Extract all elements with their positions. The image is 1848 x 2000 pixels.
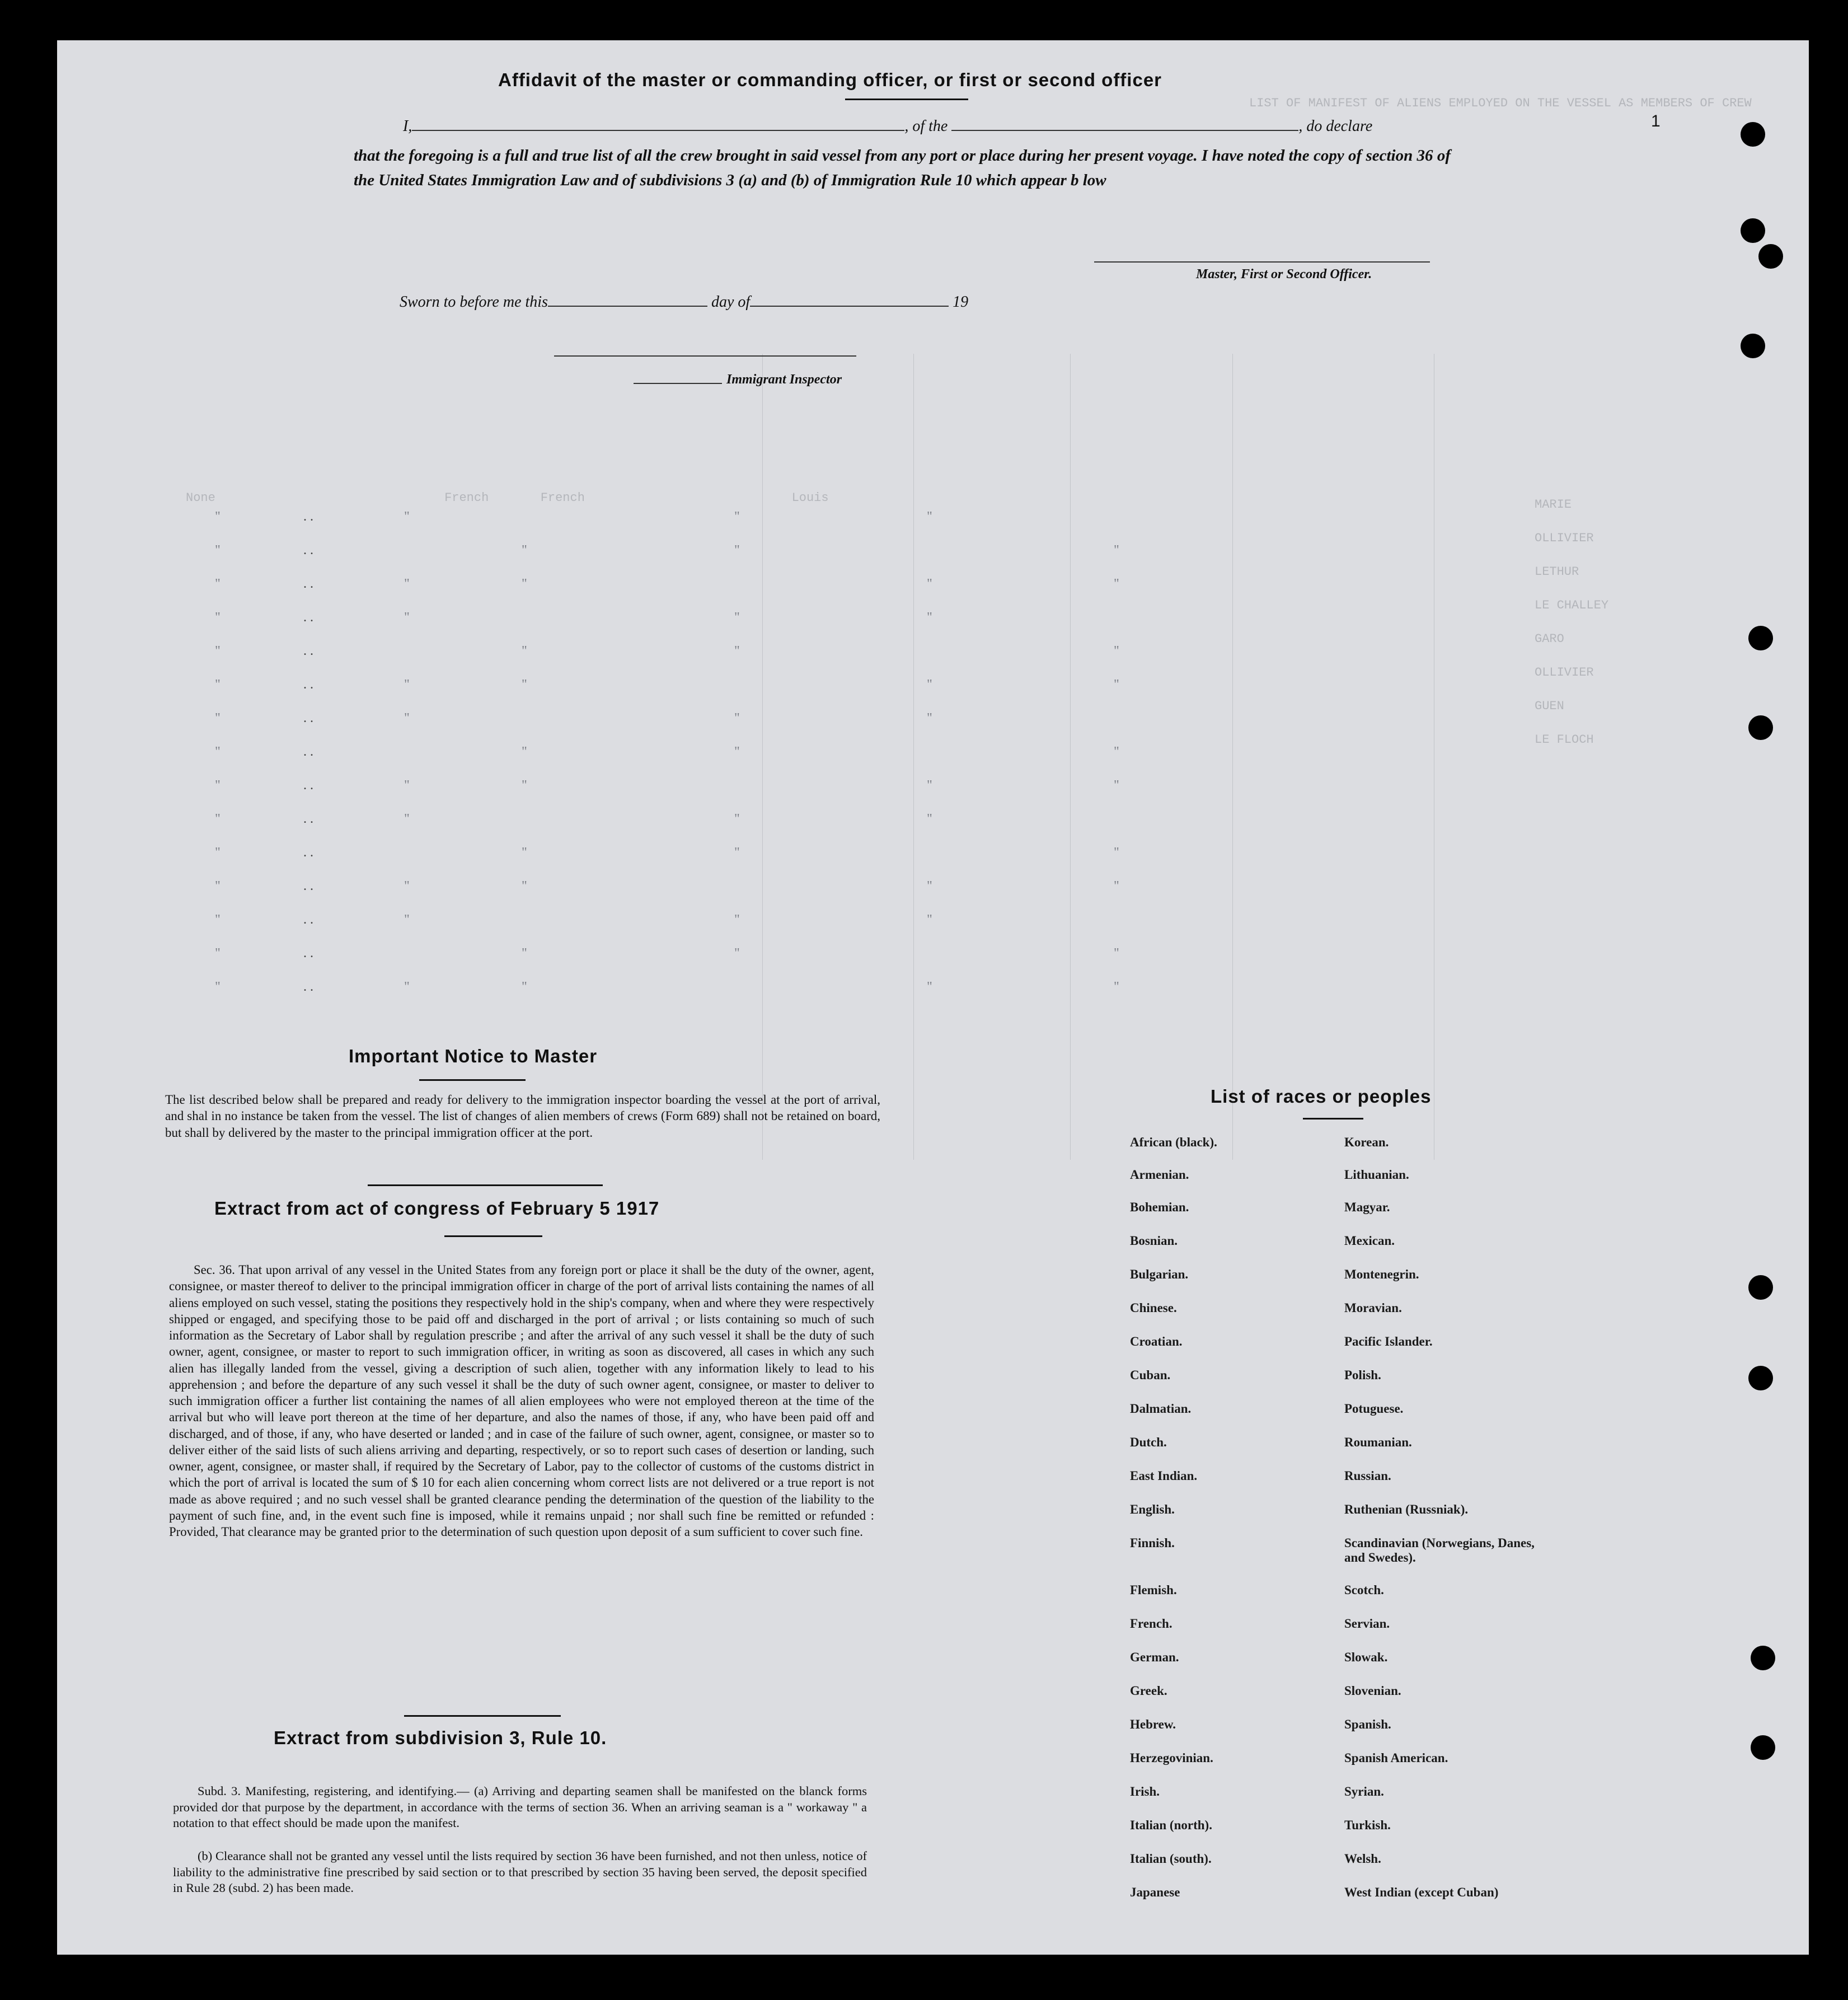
ditto-mark: " (404, 778, 410, 793)
dot-mark: . . (303, 644, 313, 658)
title-underline (845, 99, 968, 100)
affidavit-title: Affidavit of the master or commanding officer, or first or second officer (498, 69, 1162, 90)
ditto-mark: " (522, 946, 527, 961)
ditto-mark: " (215, 845, 221, 860)
inspector-field[interactable] (634, 383, 722, 384)
race-item: French. (1130, 1617, 1172, 1631)
ditto-mark: " (215, 946, 221, 961)
sworn-label: Sworn to before me this (400, 293, 548, 311)
race-item: English. (1130, 1502, 1175, 1516)
ditto-mark: " (1114, 577, 1119, 591)
ditto-mark: " (522, 879, 527, 893)
ditto-mark: " (404, 711, 410, 725)
ditto-mark: " (215, 812, 221, 826)
ditto-mark: " (734, 543, 740, 558)
ditto-mark: " (927, 912, 932, 927)
race-item: Spanish. (1344, 1717, 1391, 1731)
dot-mark: . . (303, 946, 313, 961)
ditto-mark: " (734, 946, 740, 961)
ditto-mark: " (1114, 845, 1119, 860)
race-item: Turkish. (1344, 1818, 1391, 1832)
race-item: Scotch. (1344, 1583, 1384, 1597)
binder-hole (1748, 1366, 1773, 1390)
ditto-mark: " (734, 812, 740, 826)
race-item: Japanese (1130, 1885, 1180, 1899)
vessel-field[interactable] (951, 120, 1298, 131)
show-through-text: None French French Louis (186, 491, 829, 505)
binder-hole (1741, 122, 1765, 147)
day-of-label: day of (711, 293, 751, 311)
ditto-mark: " (1114, 778, 1119, 793)
ditto-mark: " (1114, 644, 1119, 658)
ditto-mark: " (734, 644, 740, 658)
ditto-mark: " (734, 509, 740, 524)
ditto-mark: " (404, 879, 410, 893)
dot-mark: . . (303, 980, 313, 994)
race-item: Hebrew. (1130, 1717, 1176, 1731)
ditto-mark: " (927, 778, 932, 793)
race-item: Korean. (1344, 1135, 1389, 1149)
dot-mark: . . (303, 812, 313, 826)
race-item: German. (1130, 1650, 1179, 1664)
ditto-mark: " (522, 677, 527, 692)
ditto-mark: " (1114, 744, 1119, 759)
ditto-mark: " (215, 912, 221, 927)
ditto-mark: " (404, 677, 410, 692)
ditto-mark: " (927, 980, 932, 994)
race-item: Pacific Islander. (1344, 1334, 1433, 1348)
show-through-line (913, 354, 914, 1160)
race-item: Montenegrin. (1344, 1267, 1419, 1281)
ditto-mark: " (522, 778, 527, 793)
dot-mark: . . (303, 744, 313, 759)
dot-mark: . . (303, 845, 313, 860)
race-item: Bosnian. (1130, 1234, 1178, 1248)
dot-mark: . . (303, 509, 313, 524)
ditto-mark: " (734, 610, 740, 625)
ditto-mark: " (215, 610, 221, 625)
name-field[interactable] (412, 120, 904, 131)
day-field[interactable] (548, 296, 707, 307)
race-item: West Indian (except Cuban) (1344, 1885, 1499, 1899)
ditto-mark: " (522, 845, 527, 860)
ditto-mark: " (522, 744, 527, 759)
ditto-mark: " (522, 980, 527, 994)
binder-hole (1751, 1735, 1775, 1760)
race-item: Polish. (1344, 1368, 1381, 1382)
dot-mark: . . (303, 677, 313, 692)
race-item: Slovenian. (1344, 1684, 1401, 1698)
ditto-mark: " (215, 744, 221, 759)
race-item: Magyar. (1344, 1200, 1390, 1214)
ditto-mark: " (215, 711, 221, 725)
act-underline (444, 1235, 542, 1237)
show-through-line (1232, 354, 1233, 1160)
ditto-mark: " (1114, 677, 1119, 692)
ditto-mark: " (734, 845, 740, 860)
race-item: Spanish American. (1344, 1751, 1448, 1765)
ditto-mark: " (404, 980, 410, 994)
do-declare-label: , do declare (1298, 118, 1373, 135)
race-item: African (black). (1130, 1135, 1217, 1149)
ditto-mark: " (927, 610, 932, 625)
race-item: Lithuanian. (1344, 1168, 1409, 1182)
notice-body: The list described below shall be prepared and ready for delivery to the immigration inspector boarding the vessel at the port of arrival, and shal in no instance be taken from the vessel. The list of changes of alien members of crews (Form 689) shall not be retained on board, but shall by delivered by the master to the principal immigration officer at the port. (165, 1093, 880, 1140)
ditto-mark: " (215, 543, 221, 558)
show-through-text: MARIE OLLIVIER LETHUR LE CHALLEY GARO OLLIVIER GUEN LE FLOCH (1535, 498, 1609, 747)
declaration-line (403, 118, 1372, 135)
race-item: Chinese. (1130, 1301, 1177, 1315)
binder-hole (1741, 334, 1765, 358)
rule-title: Extract from subdivision 3, Rule 10. (274, 1727, 607, 1748)
show-through-line (1070, 354, 1071, 1160)
race-item: East Indian. (1130, 1469, 1198, 1483)
page-mark: 1 (1651, 112, 1661, 130)
rule-para-a: Subd. 3. Manifesting, registering, and identifying.— (a) Arriving and departing seamen shall be manifested on the blanck forms provided dor that purpose by the department, in accordance with the terms of section 36. When an arriving seaman is a " workaway " a notation to that effect should be made upon the manifest. (173, 1784, 867, 1830)
race-item: Italian (north). (1130, 1818, 1212, 1832)
act-body: Sec. 36. That upon arrival of any vessel in the United States from any foreign port or place it shall be the duty of the owner, agent, consignee, or master thereof to deliver to the principal immigration officer in charge of the port of arrival lists containing the names of all aliens employed on such vessel, stating the positions they respectively hold in the ship's company, when and where they were respectively shipped or engaged, and specifying those to be paid off and discharged in the port of arrival ; or lists containing so much of such information as the Secretary of Labor shall by regulation prescribe ; and after the arrival of any such vessel it shall be the duty of such owner, agent, consignee, or master to report to such immigration officer, in writing as soon as discovered, all cases in which any such alien has illegally landed from the vessel, giving a description of such alien, together with any information likely to lead to his apprehension ; and before the departure of any such vessel it shall be the duty of such owner agent, consignee, or master to deliver to such immigration officer a further list containing the names of all alien employees who were not employed thereon at the time of the arrival but who will leave port thereon at the time of her departure, and also the names of those, if any, who have been paid off and discharged, and of those, if any, who have deserted or landed ; and in case of the failure of such owner, agent, consignee, or master so to deliver either of the said lists of such aliens arriving and departing, respectively, or so to report such cases of desertion or landing, such owner, agent, consignee, or master shall, if required by the Secretary of Labor, pay to the collector of customs of the customs district in which the port of arrival is located the sum of $ 10 for each alien concerning whom correct lists are not delivered or a true report is not made as above required ; and no such vessel shall be granted clearance pending the determination of the question of the liability to the payment of such fine, and, in the event such fine is imposed, while it remains unpaid ; nor shall such fine be remitted or refunded : Provided, That clearance may be granted prior to the determination of such question upon deposit of a sum sufficient to cover such fine. (169, 1263, 874, 1539)
race-item: Roumanian. (1344, 1435, 1412, 1449)
dot-mark: . . (303, 912, 313, 927)
inspector-signature-field[interactable] (554, 355, 856, 357)
ditto-mark: " (1114, 543, 1119, 558)
race-item: Cuban. (1130, 1368, 1171, 1382)
race-item: Moravian. (1344, 1301, 1402, 1315)
ditto-mark: " (927, 879, 932, 893)
race-item: Irish. (1130, 1784, 1160, 1798)
dot-mark: . . (303, 879, 313, 893)
ditto-mark: " (404, 509, 410, 524)
ditto-mark: " (404, 610, 410, 625)
ditto-mark: " (1114, 879, 1119, 893)
notice-underline (419, 1079, 526, 1081)
ditto-mark: " (927, 812, 932, 826)
declaration-body: that the foregoing is a full and true list of all the crew brought in said vessel from any port or place during her present voyage. I have noted the copy of section 36 of the United States Immigration Law and of subdivisions 3 (a) and (b) of Immigration Rule 10 which appear b low (354, 147, 1451, 189)
ditto-mark: " (927, 711, 932, 725)
race-item: Mexican. (1344, 1234, 1395, 1248)
ditto-mark: " (927, 577, 932, 591)
race-item: Herzegovinian. (1130, 1751, 1213, 1765)
dot-mark: . . (303, 711, 313, 725)
dot-mark: . . (303, 610, 313, 625)
dot-mark: . . (303, 778, 313, 793)
signature-label: Master, First or Second Officer. (1196, 267, 1372, 282)
ditto-mark: " (404, 812, 410, 826)
race-item: Croatian. (1130, 1334, 1183, 1348)
race-item: Dalmatian. (1130, 1402, 1192, 1416)
i-label: I, (403, 118, 412, 135)
race-item: Finnish. (1130, 1536, 1175, 1550)
inspector-label: Immigrant Inspector (726, 372, 842, 387)
race-item: Welsh. (1344, 1852, 1381, 1866)
race-item: Armenian. (1130, 1168, 1189, 1182)
binder-hole (1748, 715, 1773, 740)
dot-mark: . . (303, 577, 313, 591)
race-item: Russian. (1344, 1469, 1391, 1483)
race-item: Greek. (1130, 1684, 1167, 1698)
race-item: Servian. (1344, 1617, 1390, 1631)
ditto-mark: " (215, 778, 221, 793)
binder-hole (1748, 1275, 1773, 1300)
rule-top-rule (404, 1715, 561, 1717)
binder-hole (1758, 244, 1783, 269)
binder-hole (1741, 218, 1765, 243)
ditto-mark: " (404, 577, 410, 591)
race-item: Italian (south). (1130, 1852, 1212, 1866)
ditto-mark: " (215, 980, 221, 994)
document-page (57, 40, 1809, 1955)
act-title: Extract from act of congress of February 5 1917 (214, 1198, 660, 1219)
ditto-mark: " (522, 543, 527, 558)
binder-hole (1748, 626, 1773, 650)
race-item: Syrian. (1344, 1784, 1384, 1798)
ditto-mark: " (215, 677, 221, 692)
ditto-mark: " (734, 744, 740, 759)
race-item: Dutch. (1130, 1435, 1167, 1449)
notice-title: Important Notice to Master (349, 1046, 598, 1066)
race-item: Bohemian. (1130, 1200, 1189, 1214)
race-item: Bulgarian. (1130, 1267, 1189, 1281)
sworn-line (400, 293, 968, 311)
race-item: Flemish. (1130, 1583, 1177, 1597)
rule-para-b: (b) Clearance shall not be granted any vessel until the lists required by section 36 have been furnished, and not then unless, notice of liability to the administrative fine prescribed by said section or to that prescribed by section 35 having been served, the deposit specified in Rule 28 (subd. 2) has been made. (173, 1849, 867, 1895)
race-item: Potuguese. (1344, 1402, 1404, 1416)
ditto-mark: " (927, 677, 932, 692)
month-field[interactable] (750, 296, 949, 307)
race-item: Slowak. (1344, 1650, 1388, 1664)
races-title: List of races or peoples (1211, 1086, 1432, 1107)
ditto-mark: " (404, 912, 410, 927)
signature-field[interactable] (1094, 261, 1430, 263)
ditto-mark: " (215, 644, 221, 658)
ditto-mark: " (734, 912, 740, 927)
show-through-text: LIST OF MANIFEST OF ALIENS EMPLOYED ON THE VESSEL AS MEMBERS OF CREW (1249, 96, 1752, 110)
race-item: Ruthenian (Russniak). (1344, 1502, 1469, 1516)
ditto-mark: " (1114, 980, 1119, 994)
races-underline (1303, 1118, 1363, 1120)
race-item: Scandinavian (Norwegians, Danes, and Swedes). (1344, 1536, 1535, 1565)
ditto-mark: " (522, 577, 527, 591)
ditto-mark: " (215, 509, 221, 524)
year-label: 19 (953, 293, 969, 311)
dot-mark: . . (303, 543, 313, 558)
ditto-mark: " (215, 879, 221, 893)
ditto-mark: " (215, 577, 221, 591)
ditto-mark: " (1114, 946, 1119, 961)
show-through-line (762, 354, 763, 1160)
of-the-label: , of the (904, 118, 948, 135)
binder-hole (1751, 1646, 1775, 1670)
ditto-mark: " (522, 644, 527, 658)
ditto-mark: " (734, 711, 740, 725)
ditto-mark: " (927, 509, 932, 524)
act-top-rule (368, 1184, 603, 1186)
